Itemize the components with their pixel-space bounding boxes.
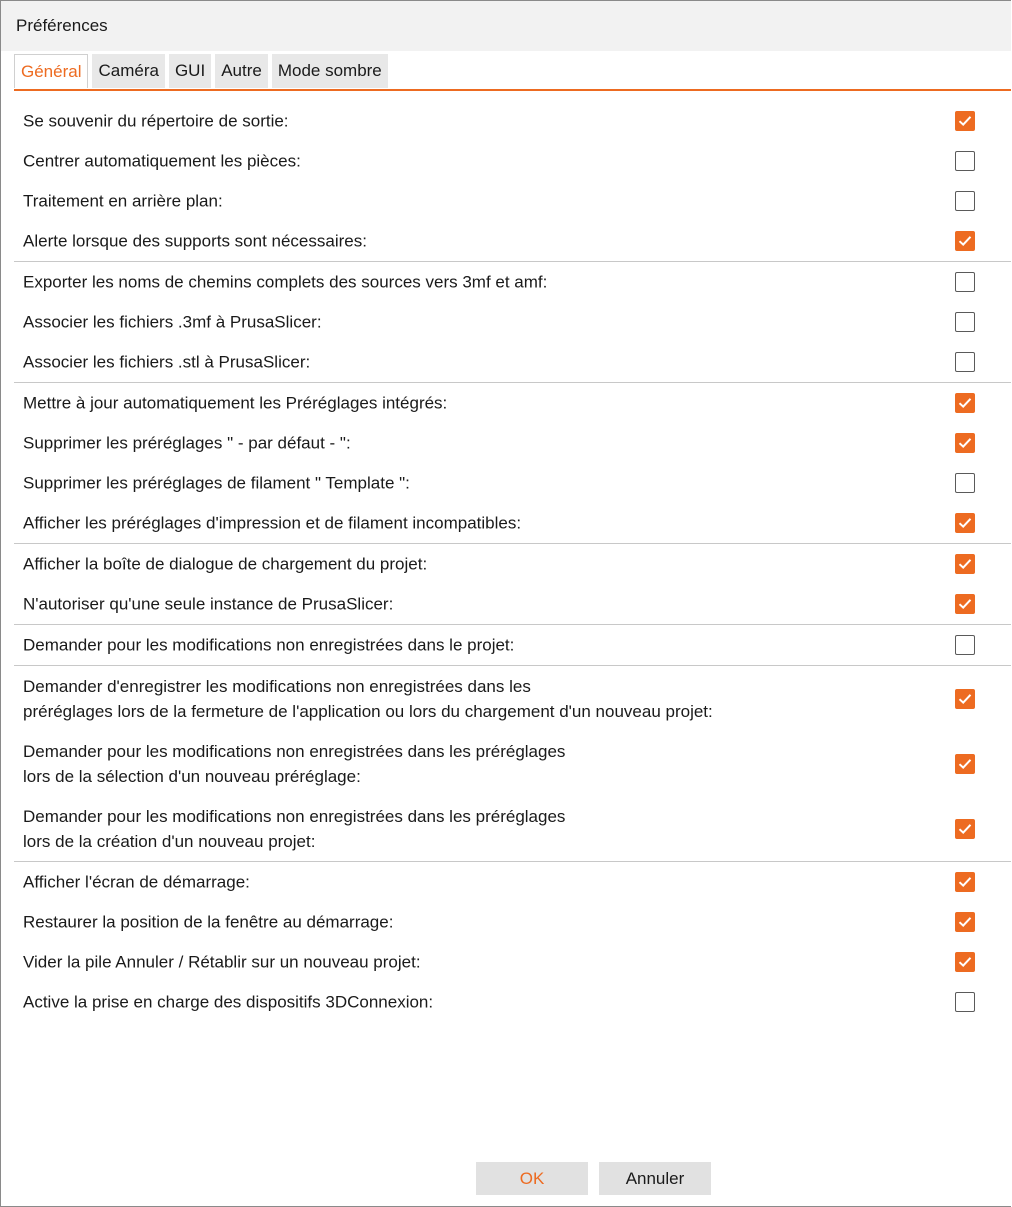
setting-row xyxy=(1,463,1011,503)
setting-label: Supprimer les préréglages " - par défaut - ": xyxy=(23,433,351,453)
setting-row xyxy=(1,584,1011,624)
setting-label: Se souvenir du répertoire de sortie: xyxy=(23,111,289,131)
setting-label: Demander pour les modifications non enregistrées dans le projet: xyxy=(23,635,515,655)
setting-label-line: lors de la sélection d'un nouveau préréglage: xyxy=(23,766,361,786)
setting-label xyxy=(23,739,565,789)
checkmark-icon xyxy=(958,115,972,127)
checkmark-icon xyxy=(958,235,972,247)
setting-checkbox[interactable] xyxy=(955,952,975,972)
setting-label: Vider la pile Annuler / Rétablir sur un nouveau projet: xyxy=(23,952,421,972)
setting-checkbox[interactable] xyxy=(955,872,975,892)
tab-other[interactable]: Autre xyxy=(215,54,268,88)
checkmark-icon xyxy=(958,916,972,928)
setting-row xyxy=(1,141,1011,181)
setting-row xyxy=(1,221,1011,261)
setting-label xyxy=(23,804,565,854)
checkmark-icon xyxy=(958,598,972,610)
tab-bar xyxy=(14,54,388,90)
setting-checkbox[interactable] xyxy=(955,111,975,131)
setting-row xyxy=(1,982,1011,1022)
setting-label xyxy=(23,674,713,724)
setting-checkbox[interactable] xyxy=(955,635,975,655)
setting-checkbox[interactable] xyxy=(955,594,975,614)
tab-camera[interactable]: Caméra xyxy=(92,54,164,88)
setting-checkbox[interactable] xyxy=(955,191,975,211)
title-bar xyxy=(1,1,1011,51)
setting-label: Afficher la boîte de dialogue de chargement du projet: xyxy=(23,554,428,574)
setting-row xyxy=(1,731,1011,796)
setting-checkbox[interactable] xyxy=(955,689,975,709)
setting-label-line: préréglages lors de la fermeture de l'application ou lors du chargement d'un nouveau projet: xyxy=(23,701,713,721)
setting-checkbox[interactable] xyxy=(955,312,975,332)
setting-row xyxy=(1,383,1011,423)
setting-checkbox[interactable] xyxy=(955,754,975,774)
checkmark-icon xyxy=(958,517,972,529)
setting-row xyxy=(1,342,1011,382)
setting-checkbox[interactable] xyxy=(955,393,975,413)
checkmark-icon xyxy=(958,758,972,770)
setting-row xyxy=(1,942,1011,982)
setting-label: Traitement en arrière plan: xyxy=(23,191,223,211)
checkmark-icon xyxy=(958,823,972,835)
setting-label: Afficher l'écran de démarrage: xyxy=(23,872,250,892)
setting-label: Exporter les noms de chemins complets des sources vers 3mf et amf: xyxy=(23,272,548,292)
setting-checkbox[interactable] xyxy=(955,352,975,372)
setting-row xyxy=(1,902,1011,942)
setting-label: Afficher les préréglages d'impression et de filament incompatibles: xyxy=(23,513,522,533)
setting-checkbox[interactable] xyxy=(955,473,975,493)
settings-panel xyxy=(1,101,1011,1022)
setting-row xyxy=(1,544,1011,584)
setting-row xyxy=(1,423,1011,463)
setting-label: Associer les fichiers .3mf à PrusaSlicer: xyxy=(23,312,322,332)
checkmark-icon xyxy=(958,437,972,449)
setting-row xyxy=(1,101,1011,141)
setting-label: Supprimer les préréglages de filament " Template ": xyxy=(23,473,410,493)
setting-label-line: Demander pour les modifications non enregistrées dans les préréglages xyxy=(23,741,566,761)
setting-row xyxy=(1,796,1011,861)
checkmark-icon xyxy=(958,876,972,888)
tab-gui[interactable]: GUI xyxy=(169,54,211,88)
setting-row xyxy=(1,862,1011,902)
setting-label-line: Demander d'enregistrer les modifications non enregistrées dans les xyxy=(23,676,531,696)
setting-checkbox[interactable] xyxy=(955,554,975,574)
tab-dark-mode[interactable]: Mode sombre xyxy=(272,54,388,88)
cancel-button[interactable]: Annuler xyxy=(599,1162,711,1195)
setting-row xyxy=(1,302,1011,342)
setting-label-line: Demander pour les modifications non enregistrées dans les préréglages xyxy=(23,806,566,826)
checkmark-icon xyxy=(958,558,972,570)
setting-checkbox[interactable] xyxy=(955,992,975,1012)
setting-label: Centrer automatiquement les pièces: xyxy=(23,151,301,171)
setting-label-line: lors de la création d'un nouveau projet: xyxy=(23,831,316,851)
window-title: Préférences xyxy=(16,16,108,35)
setting-checkbox[interactable] xyxy=(955,272,975,292)
setting-row xyxy=(1,666,1011,731)
checkmark-icon xyxy=(958,397,972,409)
setting-checkbox[interactable] xyxy=(955,433,975,453)
dialog-buttons xyxy=(476,1162,711,1195)
setting-label: Associer les fichiers .stl à PrusaSlicer: xyxy=(23,352,311,372)
setting-label: N'autoriser qu'une seule instance de PrusaSlicer: xyxy=(23,594,394,614)
tab-general[interactable]: Général xyxy=(14,54,88,88)
setting-label: Alerte lorsque des supports sont nécessaires: xyxy=(23,231,367,251)
setting-checkbox[interactable] xyxy=(955,513,975,533)
setting-label: Active la prise en charge des dispositifs 3DConnexion: xyxy=(23,992,434,1012)
ok-button[interactable]: OK xyxy=(476,1162,588,1195)
setting-checkbox[interactable] xyxy=(955,151,975,171)
setting-row xyxy=(1,503,1011,543)
setting-label: Restaurer la position de la fenêtre au démarrage: xyxy=(23,912,394,932)
setting-label: Mettre à jour automatiquement les Préréglages intégrés: xyxy=(23,393,448,413)
setting-checkbox[interactable] xyxy=(955,231,975,251)
setting-checkbox[interactable] xyxy=(955,912,975,932)
checkmark-icon xyxy=(958,956,972,968)
setting-checkbox[interactable] xyxy=(955,819,975,839)
setting-row xyxy=(1,262,1011,302)
tab-underline xyxy=(14,89,1011,91)
checkmark-icon xyxy=(958,693,972,705)
setting-row xyxy=(1,625,1011,665)
setting-row xyxy=(1,181,1011,221)
